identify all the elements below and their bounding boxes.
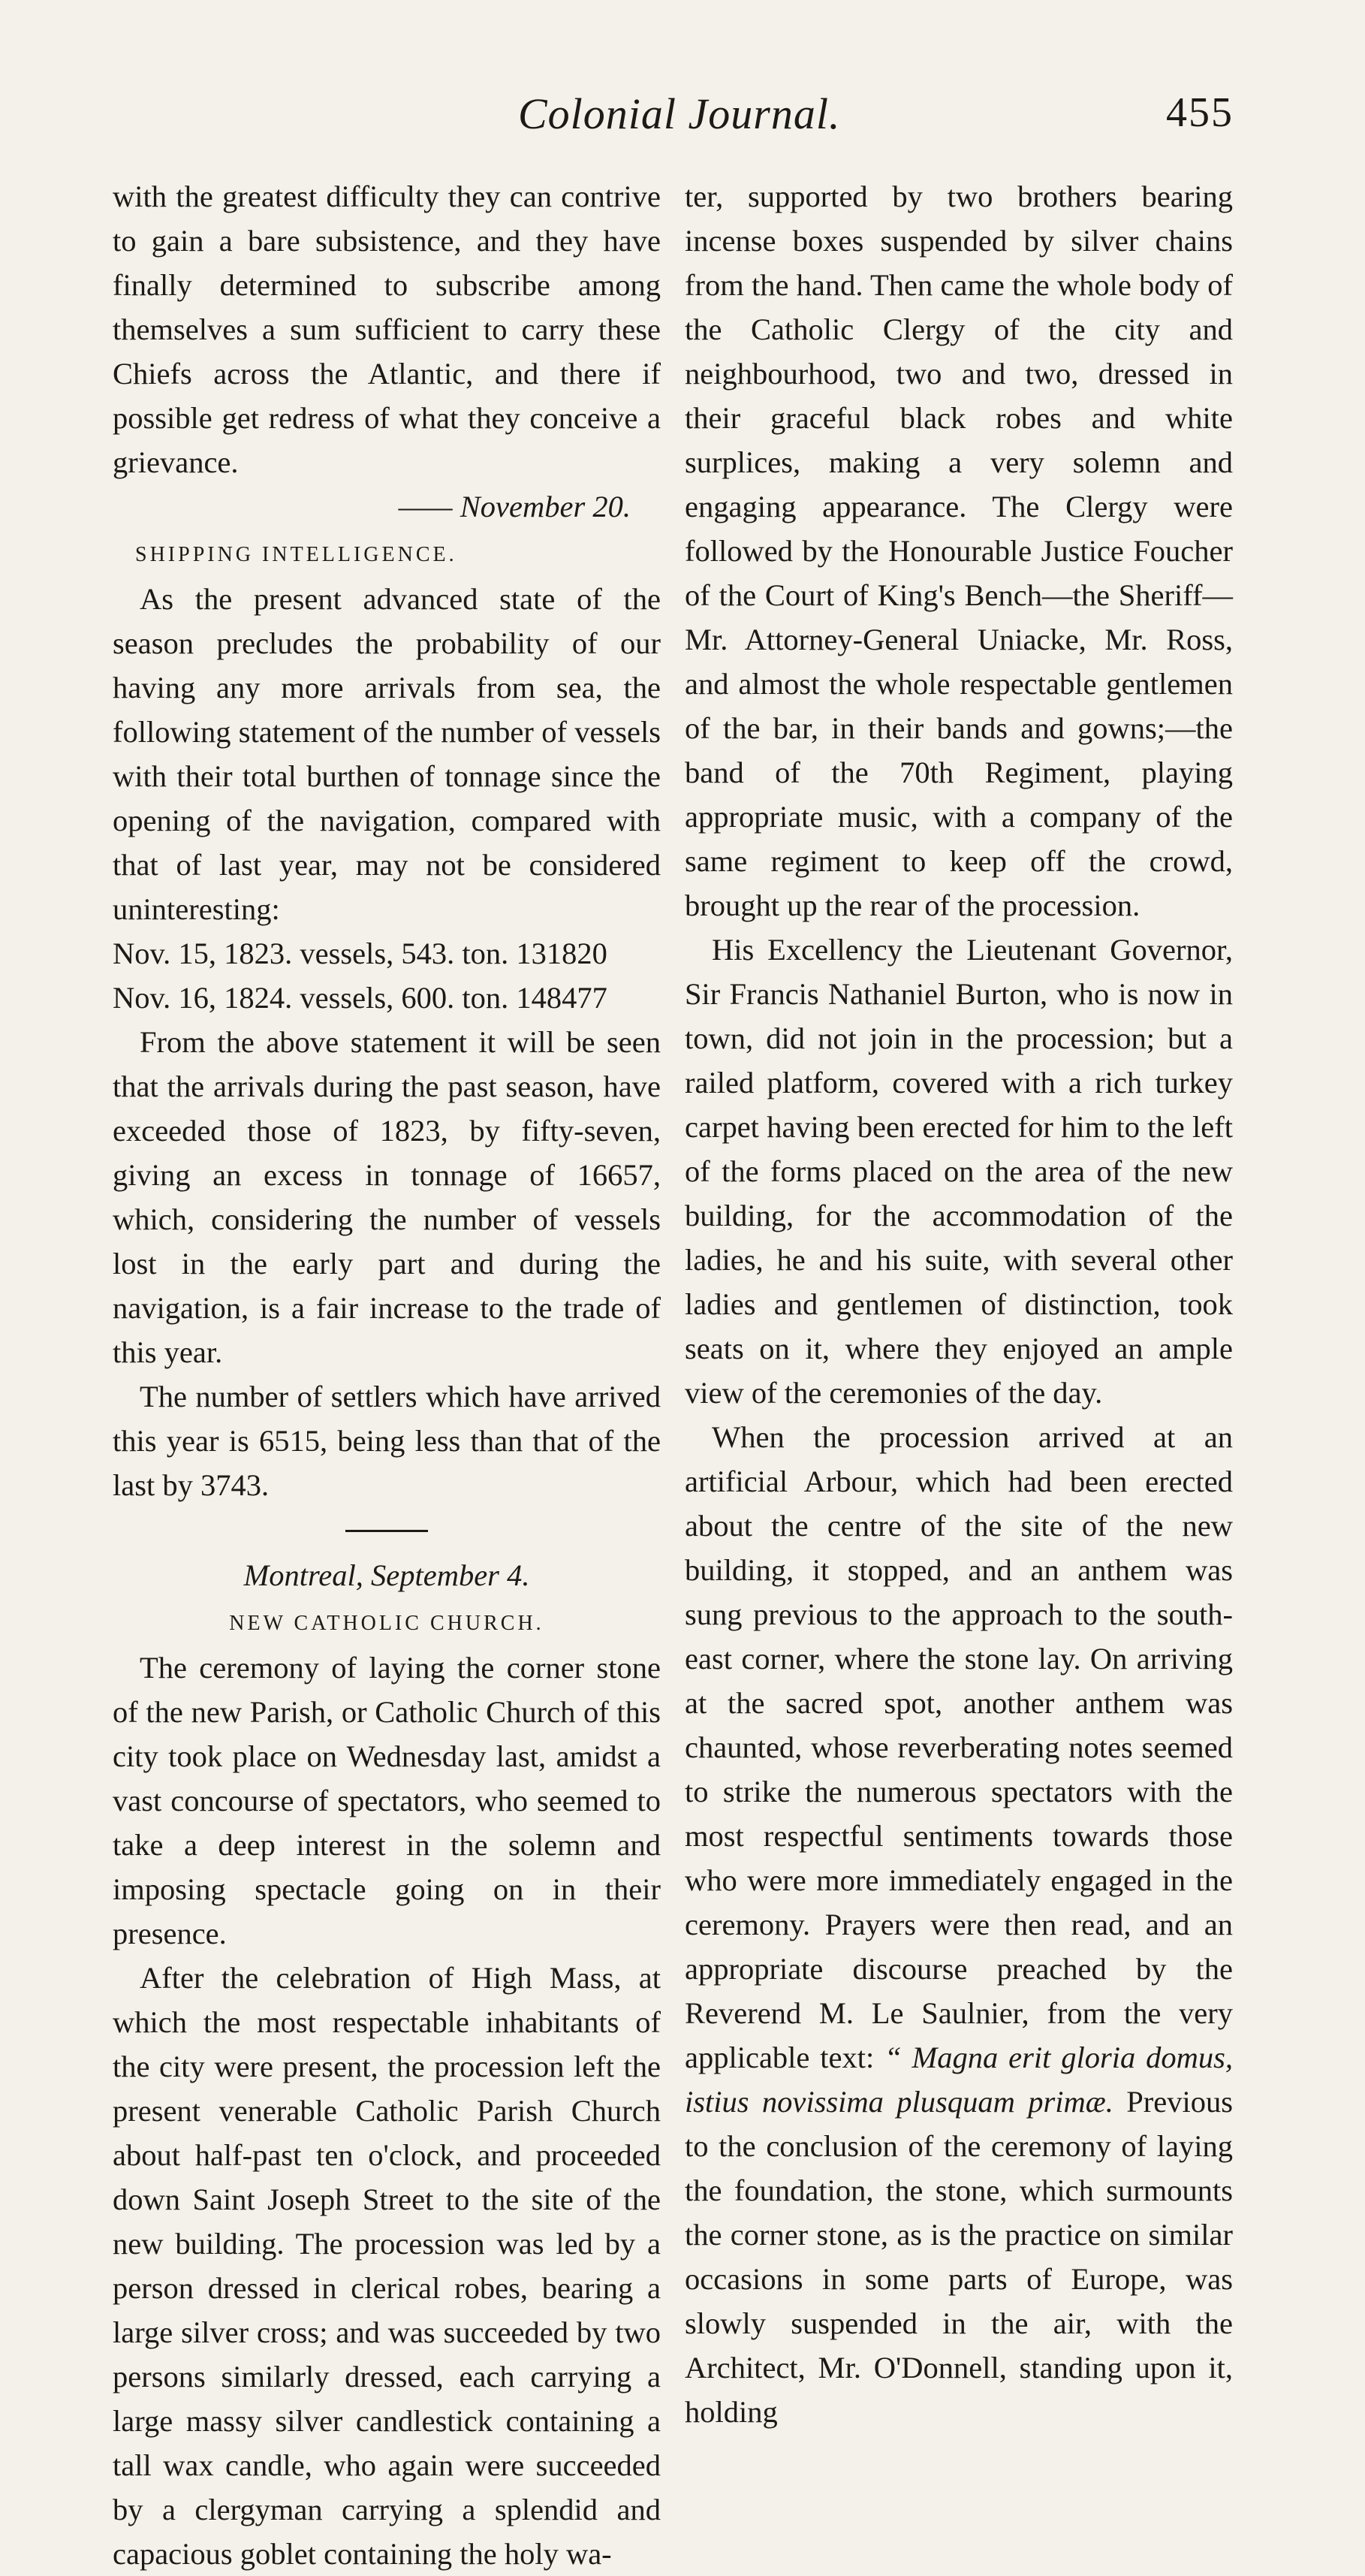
right-column	[685, 174, 1233, 2434]
left-column	[113, 174, 661, 2576]
dateline-november	[113, 484, 661, 529]
paragraph-clergy: ter, supported by two brothers bearing incense boxes suspended by silver chains from the hand. Then came the whole body of the Catholic Clergy of the city and neighbourhood, two and two, dressed in their graceful black robes and white surplices, making a very solemn and engaging appearance. The Clergy were followed by the Honourable Justice Foucher of the Court of King's Bench—the Sheriff—Mr. Attorney-General Uniacke, Mr. Ross, and almost the whole respectable gentlemen of the bar, in their bands and gowns;—the band of the 70th Regiment, playing appropriate music, with a company of the same regiment to keep off the crowd, brought up the rear of the procession.	[685, 179, 1233, 922]
journal-title: Colonial Journal.	[518, 89, 841, 138]
heading-shipping-text: SHIPPING INTELLIGENCE.	[135, 543, 457, 566]
section-divider	[345, 1530, 428, 1532]
running-head	[113, 89, 1234, 138]
heading-church-text: NEW CATHOLIC CHURCH.	[229, 1612, 544, 1635]
latin-quote: “ Magna erit gloria domus, istius novissima plusquam primæ.	[685, 2041, 1234, 2119]
paragraph-shipping-intro: As the present advanced state of the season precludes the probability of our having any more arrivals from sea, the following statement of the number of vessels with their total burthen of tonnage since the opening of the navigation, compared with that of last year, may not be considered uninteresting:	[113, 582, 661, 926]
page-number: 455	[1166, 89, 1234, 136]
heading-shipping	[113, 529, 661, 577]
paragraph-chiefs: with the greatest difficulty they can contrive to gain a bare subsistence, and they have finally determined to subscribe among themselves a sum sufficient to carry these Chiefs across the Atlantic, and there if possible get redress of what they conceive a grievance.	[113, 179, 661, 479]
paragraph-governor: His Excellency the Lieutenant Governor, Sir Francis Nathaniel Burton, who is now in town, did not join in the procession; but a railed platform, covered with a rich turkey carpet having been erected for him to the left of the forms placed on the area of the new building, for the accommodation of the ladies, he and his suite, with several other ladies and gentlemen of distinction, took seats on it, where they enjoyed an ample view of the ceremonies of the day.	[685, 933, 1233, 1410]
arbour-text-end: Previous to the conclusion of the ceremony of laying the foundation, the stone, which surmounts the corner stone, as is the practice on similar occasions in some parts of Europe, was slowly suspended in the air, with the Architect, Mr. O'Donnell, standing upon it, holding	[685, 2085, 1233, 2429]
arbour-text: When the procession arrived at an artificial Arbour, which had been erected about the centre of the site of the new building, it stopped, and an anthem was sung previous to the approach to the south-east corner, where the stone lay. On arriving at the sacred spot, another anthem was chaunted, whose reverberating notes seemed to strike the numerous spectators with the most respectful sentiments towards those who were more immediately engaged in the ceremony. Prayers were then read, and an appropriate discourse preached by the Reverend M. Le Saulnier, from the very applicable text:	[685, 1420, 1233, 2074]
dateline-november-text: —— November 20.	[398, 490, 631, 523]
dateline-montreal: Montreal, September 4.	[243, 1558, 530, 1592]
paragraph-arbour	[685, 1415, 1233, 2434]
paragraph-procession: After the celebration of High Mass, at which the most respectable inhabitants of the city were present, the procession left the present venerable Catholic Parish Church about half-past ten o'clock, and proceeded down Saint Joseph Street to the site of the new building. The procession was led by a person dressed in clerical robes, bearing a large silver cross; and was succeeded by two persons similarly dressed, each carrying a large massy silver candlestick containing a tall wax candle, who again were succeeded by a clergyman carrying a splendid and capacious goblet containing the holy wa-	[113, 1961, 661, 2571]
paragraph-settlers: The number of settlers which have arrived this year is 6515, being less than that of the last by 3743.	[113, 1380, 661, 1502]
paragraph-ceremony: The ceremony of laying the corner stone of the new Parish, or Catholic Church of this city took place on Wednesday last, amidst a vast concourse of spectators, who seemed to take a deep interest in the solemn and imposing spectacle going on in their presence.	[113, 1651, 661, 1950]
stat-row-1823: Nov. 15, 1823. vessels, 543. ton. 131820	[113, 937, 607, 970]
heading-church	[113, 1597, 661, 1645]
paragraph-arrivals: From the above statement it will be seen that the arrivals during the past season, have exceeded those of 1823, by fifty-seven, giving an excess in tonnage of 16657, which, considering the number of vessels lost in the early part and during the navigation, is a fair increase to the trade of this year.	[113, 1025, 661, 1369]
stat-row-1824: Nov. 16, 1824. vessels, 600. ton. 148477	[113, 981, 607, 1015]
